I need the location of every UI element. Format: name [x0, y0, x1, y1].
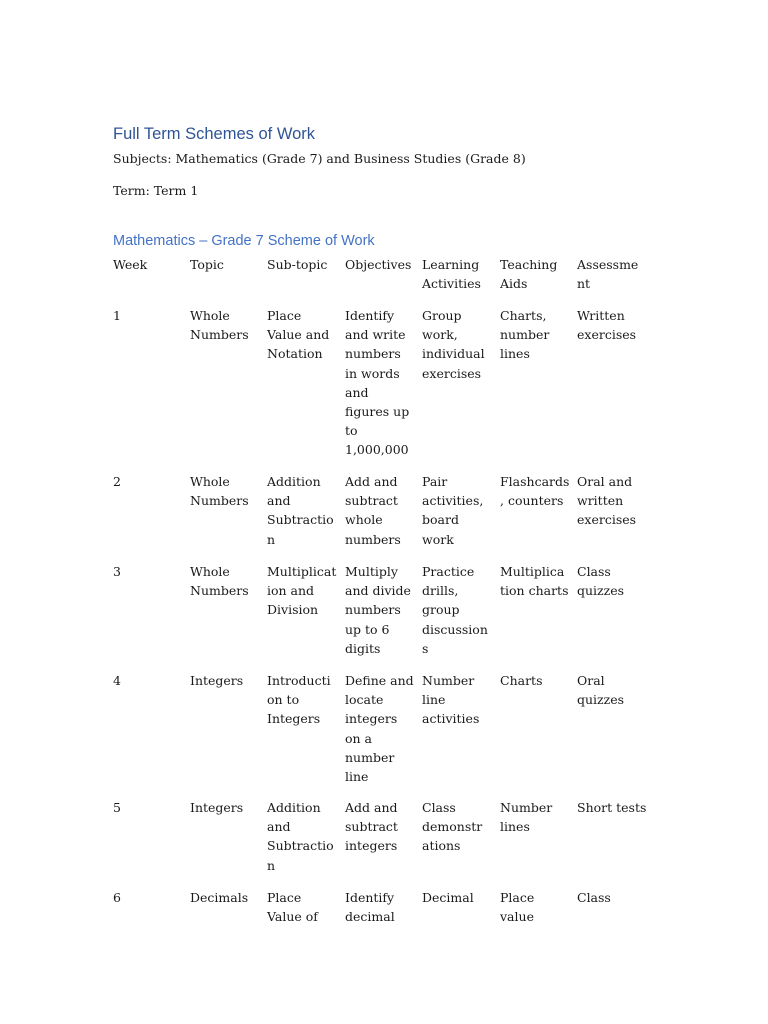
cell-week6-topic: Decimals	[190, 890, 249, 905]
header-assessment: Assessme nt	[577, 257, 639, 292]
cell-week5-topic: Integers	[190, 800, 244, 815]
cell-week3-topic: Whole Numbers	[190, 564, 249, 599]
cell-week3-week: 3	[113, 564, 121, 579]
cell-week3-learning-activities: Practice drills, group discussion s	[422, 564, 488, 656]
cell-week5-learning-activities: Class demonstr ations	[422, 800, 483, 854]
term-line: Term: Term 1	[113, 183, 199, 198]
cell-week1-assessment: Written exercises	[577, 308, 637, 343]
cell-week6-sub-topic: Place Value of	[267, 890, 318, 925]
cell-week2-topic: Whole Numbers	[190, 474, 249, 509]
cell-week5-teaching-aids: Number lines	[500, 800, 553, 835]
cell-week4-assessment: Oral quizzes	[577, 673, 625, 708]
header-topic: Topic	[190, 257, 224, 272]
document-title: Full Term Schemes of Work	[113, 125, 316, 143]
cell-week1-topic: Whole Numbers	[190, 308, 249, 343]
cell-week6-teaching-aids: Place value	[500, 890, 535, 925]
cell-week1-objectives: Identify and write numbers in words and figures up to 1,000,000	[345, 308, 410, 458]
cell-week1-sub-topic: Place Value and Notation	[267, 308, 330, 362]
header-week: Week	[113, 257, 148, 272]
cell-week3-objectives: Multiply and divide numbers up to 6 digits	[345, 564, 411, 656]
cell-week6-learning-activities: Decimal	[422, 890, 474, 905]
cell-week4-week: 4	[113, 673, 121, 688]
cell-week3-sub-topic: Multiplicat ion and Division	[267, 564, 337, 618]
header-objectives: Objectives	[345, 257, 412, 272]
cell-week6-assessment: Class	[577, 890, 611, 905]
cell-week1-learning-activities: Group work, individual exercises	[422, 308, 485, 381]
section-heading: Mathematics – Grade 7 Scheme of Work	[113, 233, 375, 249]
cell-week2-week: 2	[113, 474, 121, 489]
cell-week1-week: 1	[113, 308, 121, 323]
cell-week2-assessment: Oral and written exercises	[577, 474, 637, 528]
cell-week6-objectives: Identify decimal	[345, 890, 395, 925]
cell-week5-week: 5	[113, 800, 121, 815]
cell-week4-objectives: Define and locate integers on a number line	[345, 673, 414, 785]
cell-week4-sub-topic: Introducti on to Integers	[267, 673, 331, 727]
cell-week4-teaching-aids: Charts	[500, 673, 543, 688]
cell-week4-topic: Integers	[190, 673, 244, 688]
cell-week6-week: 6	[113, 890, 121, 905]
cell-week3-assessment: Class quizzes	[577, 564, 625, 599]
header-sub-topic: Sub-topic	[267, 257, 328, 272]
cell-week2-sub-topic: Addition and Subtractio n	[267, 474, 334, 547]
cell-week3-teaching-aids: Multiplica tion charts	[500, 564, 569, 599]
cell-week2-teaching-aids: Flashcards , counters	[500, 474, 570, 509]
cell-week5-objectives: Add and subtract integers	[345, 800, 398, 854]
cell-week5-assessment: Short tests	[577, 800, 647, 815]
header-teaching-aids: Teaching Aids	[500, 257, 558, 292]
cell-week4-learning-activities: Number line activities	[422, 673, 480, 727]
cell-week2-learning-activities: Pair activities, board work	[422, 474, 484, 547]
subjects-line: Subjects: Mathematics (Grade 7) and Business Studies (Grade 8)	[113, 151, 526, 166]
cell-week1-teaching-aids: Charts, number lines	[500, 308, 550, 362]
header-learning-activities: Learning Activities	[422, 257, 481, 292]
cell-week2-objectives: Add and subtract whole numbers	[345, 474, 401, 547]
cell-week5-sub-topic: Addition and Subtractio n	[267, 800, 334, 873]
